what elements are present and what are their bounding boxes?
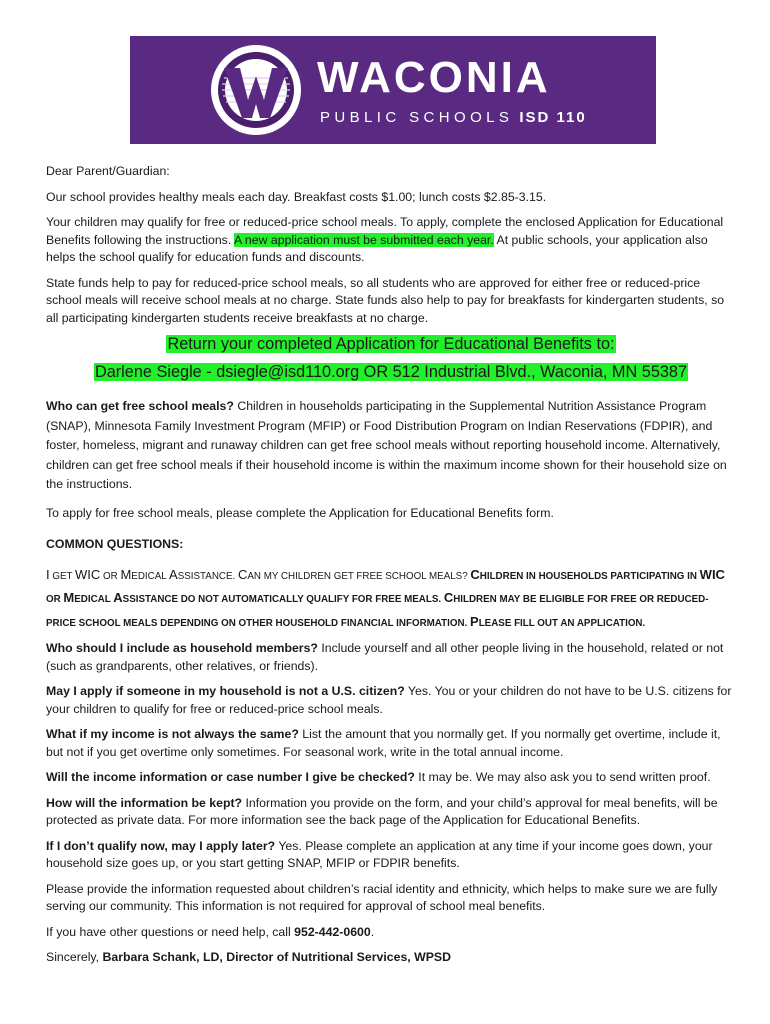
wic-a-part: HILDREN IN HOUSEHOLDS PARTICIPATING IN (479, 570, 700, 582)
apply-instructions: To apply for free school meals, please complete the Application for Educational Benefits form. (46, 505, 554, 520)
wic-q-part: WIC (75, 566, 101, 582)
question: What if my income is not always the same? (46, 727, 299, 741)
return-address (46, 361, 736, 383)
brand-sub-text: PUBLIC SCHOOLS (320, 109, 514, 126)
answer: List the amount that you normally get. If you normally get overtime, include it, but not if you get overtime only sometimes. For seasonal work, write in the total annual income. (46, 727, 721, 759)
answer: Include yourself and all other people living in the household, related or not (such as grandparents, other relatives, or friends). (46, 641, 724, 673)
return-heading-text: Return your completed Application for Educational Benefits to: (167, 335, 615, 353)
help-text: If you have other questions or need help, call (46, 924, 295, 939)
faq-income-checked (46, 769, 736, 787)
salutation: Dear Parent/Guardian: (46, 164, 170, 178)
answer: It may be. We may also ask you to send written proof. (414, 770, 711, 784)
wic-a-part: C (470, 566, 480, 582)
waconia-w-logo-icon (210, 44, 302, 136)
wic-q-part: GET (49, 570, 76, 582)
highlight-new-application: A new application must be submitted each year. (233, 232, 494, 247)
return-heading (46, 333, 736, 355)
brand-subtitle (320, 110, 587, 125)
wic-a-part: A (113, 590, 123, 605)
qualify-text: Your children may qualify for free or reduced-price school meals. To apply, complete the enclosed Application for Educational Benefits following the instructions. (46, 215, 724, 247)
faq-apply-later (46, 838, 736, 873)
answer: Yes. Please complete an application at any time if your income goes down, your household size goes up, or you start getting SNAP, MFIP or FDPIR benefits. (46, 838, 713, 870)
signature-line (46, 949, 736, 967)
wic-q-part: I (46, 566, 50, 582)
help-text-end: . (370, 924, 375, 939)
question: How will the information be kept? (46, 795, 243, 810)
paragraph-ethnicity: Please provide the information requested about children’s racial identity and ethnicity, which helps to make sure we are fully serving our community. This information is not required for approval of school meal benefits. (46, 881, 718, 913)
question: Who should I include as household members? (46, 641, 318, 655)
wic-q-part: C (237, 566, 248, 582)
wic-a-part: WIC (699, 566, 725, 582)
common-heading-text: COMMON QUESTIONS: (46, 537, 184, 551)
wic-q-part: M (120, 566, 132, 582)
faq-citizenship (46, 683, 736, 718)
answer: Yes. You or your children do not have to be U.S. citizens for your children to qualify for free or reduced-price school meals. (46, 684, 732, 716)
question-who: Who can get free school meals? (46, 399, 234, 413)
answer: Information you provide on the form, and your child’s approval for meal benefits, will be protected as private data. For more information see the back page of the Application for Educational Benefits. (46, 795, 718, 827)
wic-a-part: C (443, 590, 454, 605)
faq-income-varies (46, 726, 736, 761)
wic-a-part: EDICAL (74, 594, 114, 605)
faq-household-members (46, 640, 736, 675)
signer-name: Barbara Schank, LD, Director of Nutritional Services, WPSD (102, 950, 452, 964)
wic-a-part: M (63, 590, 75, 605)
wic-q-part: OR (100, 570, 121, 582)
paragraph-state-funds: State funds help to pay for reduced-price school meals, so all students who are approved for either free or reduced-price school meals will receive school meals at no charge. State funds also help to pay for breakfasts for kindergarten students, so all participating kindergarten students receive breakfasts at no charge. (46, 275, 725, 325)
wic-a-part: LEASE FILL OUT AN APPLICATION. (478, 617, 646, 629)
wic-q-part: A (169, 566, 178, 582)
brand-isd: ISD 110 (519, 109, 587, 126)
paragraph-qualify (46, 214, 736, 267)
paragraph-meal-costs: Our school provides healthy meals each day. Breakfast costs $1.00; lunch costs $2.85-3.15. (46, 189, 547, 204)
wic-q-part: EDICAL (131, 570, 170, 582)
district-banner (130, 36, 656, 144)
wic-q-part: AN MY CHILDREN GET FREE SCHOOL MEALS? (247, 570, 471, 582)
common-questions-heading (46, 536, 736, 554)
wic-a-part: P (470, 613, 479, 629)
question: Will the income information or case number I give be checked? (46, 770, 415, 784)
faq-information-kept (46, 795, 736, 830)
qualify-text-end: At public schools, your application also helps the school qualify for education funds and discounts. (46, 232, 708, 264)
wic-a-part: SSISTANCE DO NOT AUTOMATICALLY QUALIFY FOR FREE MEALS. (122, 594, 444, 605)
brand-name: WACONIA (317, 53, 551, 102)
letter-body (46, 163, 736, 967)
question: May I apply if someone in my household is not a U.S. citizen? (46, 684, 405, 698)
wic-q-part: SSISTANCE. (177, 570, 238, 582)
wic-a-part: OR (46, 594, 64, 605)
question: If I don’t qualify now, may I apply later? (46, 838, 276, 853)
faq-who-can-get (46, 397, 736, 495)
help-line (46, 924, 736, 942)
answer-who: Children in households participating in the Supplemental Nutrition Assistance Program (SNAP), Minnesota Family Investment Program (MFIP) or Food Distribution Program on Indian Reservations (FDPIR), and foster, homeless, migrant and runaway children can get free school meals without reporting household income. Alternatively, children can get free school meals if their household income is within the maximum income shown for their household size on the instructions. (46, 399, 727, 491)
faq-wic (46, 564, 736, 635)
help-phone: 952-442-0600 (294, 924, 371, 939)
return-address-text: Darlene Siegle - dsiegle@isd110.org OR 512 Industrial Blvd., Waconia, MN 55387 (94, 363, 688, 381)
wic-a-part: HILDREN MAY BE ELIGIBLE FOR FREE OR REDUCED-PRICE SCHOOL MEALS DEPENDING ON OTHER HOUSEHOLD FINANCIAL INFORMATION. (46, 594, 709, 629)
closing: Sincerely, (46, 950, 103, 964)
